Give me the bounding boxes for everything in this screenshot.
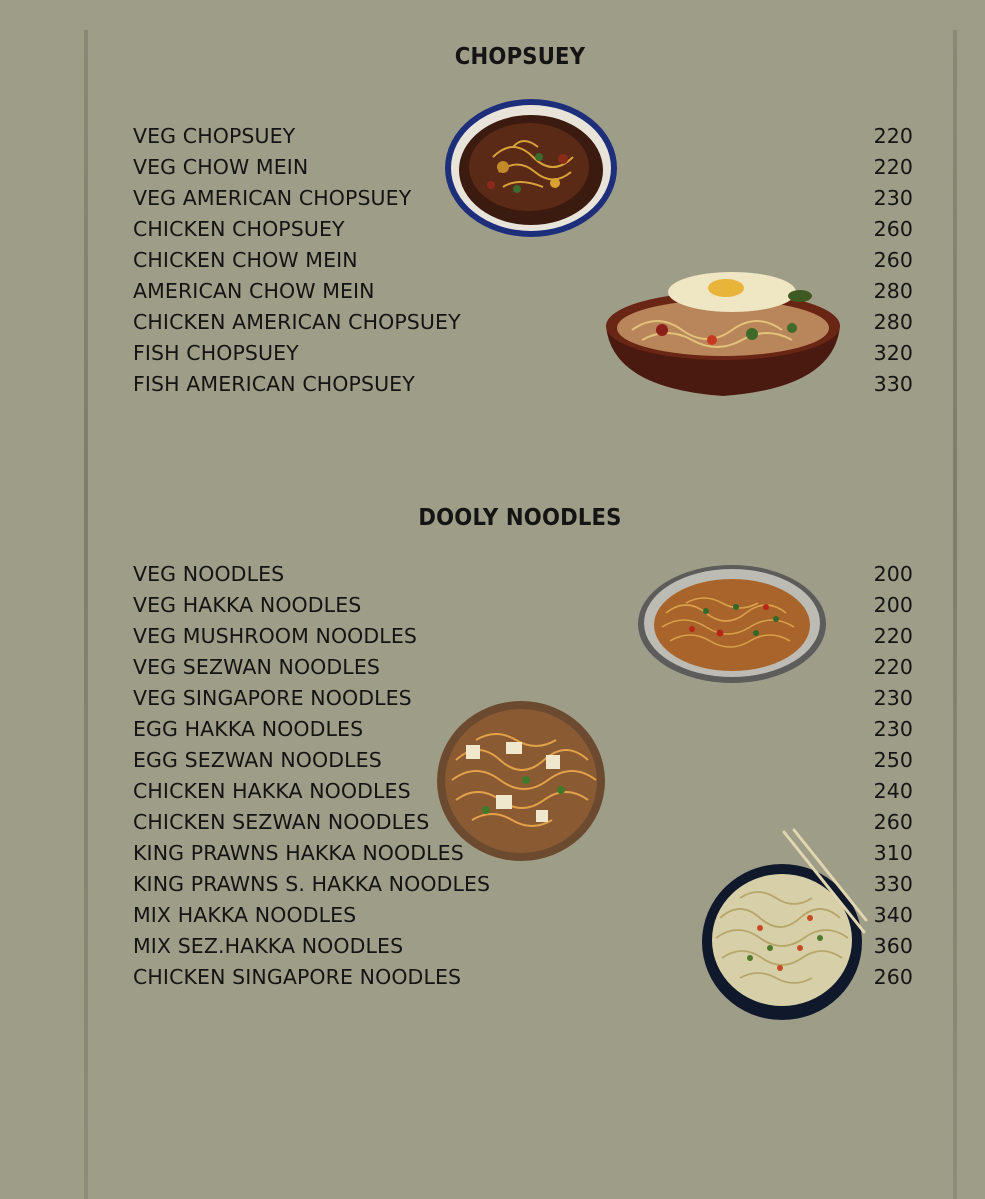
item-name: VEG SEZWAN NOODLES <box>133 655 380 679</box>
item-price: 310 <box>873 841 913 865</box>
item-name: EGG HAKKA NOODLES <box>133 717 364 741</box>
american-chopsuey-plate-image <box>602 268 844 400</box>
item-price: 200 <box>873 593 913 617</box>
chopsuey-bowl-image <box>443 97 619 239</box>
item-price: 260 <box>873 965 913 989</box>
menu-right-border <box>953 30 957 1199</box>
item-name: EGG SEZWAN NOODLES <box>133 748 382 772</box>
item-price: 280 <box>873 310 913 334</box>
item-price: 230 <box>873 186 913 210</box>
singapore-noodles-bowl-image <box>700 828 868 1022</box>
item-name: VEG CHOW MEIN <box>133 155 309 179</box>
item-name: KING PRAWNS S. HAKKA NOODLES <box>133 872 491 896</box>
item-name: CHICKEN SINGAPORE NOODLES <box>133 965 462 989</box>
item-price: 280 <box>873 279 913 303</box>
item-price: 340 <box>873 903 913 927</box>
item-name: FISH AMERICAN CHOPSUEY <box>133 372 415 396</box>
item-price: 330 <box>873 872 913 896</box>
item-name: CHICKEN AMERICAN CHOPSUEY <box>133 310 461 334</box>
item-name: MIX HAKKA NOODLES <box>133 903 357 927</box>
item-price: 330 <box>873 372 913 396</box>
item-price: 220 <box>873 655 913 679</box>
item-price: 260 <box>873 248 913 272</box>
item-price: 240 <box>873 779 913 803</box>
item-name: VEG NOODLES <box>133 562 285 586</box>
item-name: CHICKEN CHOPSUEY <box>133 217 345 241</box>
item-name: CHICKEN SEZWAN NOODLES <box>133 810 430 834</box>
item-price: 220 <box>873 624 913 648</box>
item-price: 230 <box>873 686 913 710</box>
item-price: 200 <box>873 562 913 586</box>
item-name: CHICKEN CHOW MEIN <box>133 248 358 272</box>
item-price: 320 <box>873 341 913 365</box>
item-price: 230 <box>873 717 913 741</box>
item-name: CHICKEN HAKKA NOODLES <box>133 779 411 803</box>
item-name: VEG CHOPSUEY <box>133 124 296 148</box>
section-title-dooly-noodles: DOOLY NOODLES <box>418 505 622 531</box>
item-price: 260 <box>873 810 913 834</box>
menu-left-border <box>84 30 88 1199</box>
item-name: VEG AMERICAN CHOPSUEY <box>133 186 412 210</box>
item-name: VEG HAKKA NOODLES <box>133 593 362 617</box>
item-price: 250 <box>873 748 913 772</box>
item-price: 360 <box>873 934 913 958</box>
item-name: VEG MUSHROOM NOODLES <box>133 624 417 648</box>
section-title-chopsuey: CHOPSUEY <box>454 44 586 70</box>
hakka-noodles-bowl-image <box>436 700 606 862</box>
item-name: FISH CHOPSUEY <box>133 341 299 365</box>
veg-noodles-plate-image <box>636 563 828 685</box>
item-price: 260 <box>873 217 913 241</box>
item-price: 220 <box>873 155 913 179</box>
item-name: AMERICAN CHOW MEIN <box>133 279 375 303</box>
item-name: MIX SEZ.HAKKA NOODLES <box>133 934 404 958</box>
item-name: KING PRAWNS HAKKA NOODLES <box>133 841 464 865</box>
item-price: 220 <box>873 124 913 148</box>
item-name: VEG SINGAPORE NOODLES <box>133 686 412 710</box>
